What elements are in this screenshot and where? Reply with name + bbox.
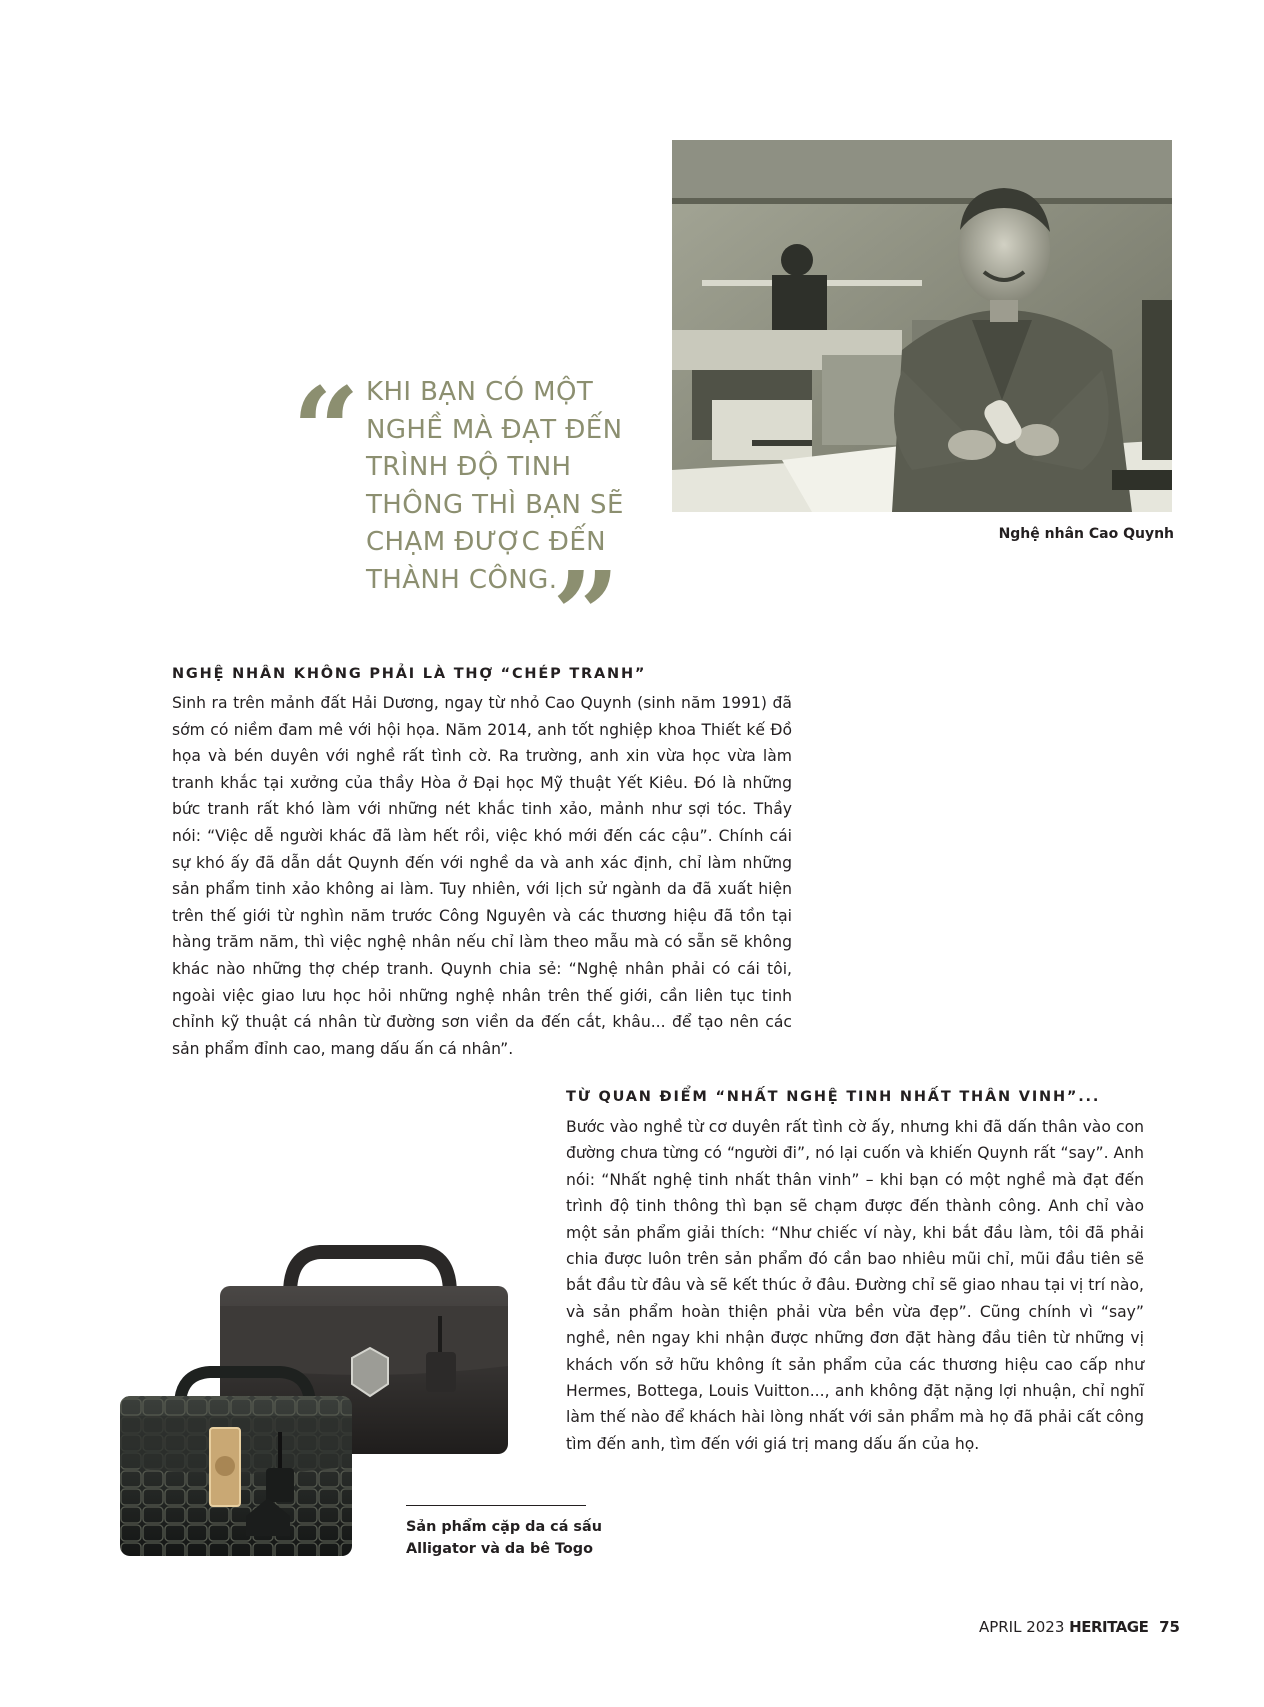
- bags-caption-rule: [406, 1505, 586, 1506]
- bags-caption-line1: Sản phẩm cặp da cá sấu: [406, 1519, 602, 1535]
- close-quote-mark: ”: [552, 545, 610, 684]
- section1-body: Sinh ra trên mảnh đất Hải Dương, ngay từ nhỏ Cao Quynh (sinh năm 1991) đã sớm có niềm đam mê với hội họa. Năm 2014, anh tốt nghiệp khoa Thiết kế Đồ họa và bén duyên với nghề rất tình cờ. Ra trường, anh xin vừa học vừa làm tranh khắc tại xưởng của thầy Hòa ở Đại học Mỹ thuật Yết Kiêu. Đó là những bức tranh rất khó làm với những nét khắc tinh xảo, mảnh như sợi tóc. Thầy nói: “Việc dễ người khác đã làm hết rồi, việc khó mới đến các cậu”. Chính cái sự khó ấy đã dẫn dắt Quynh đến với nghề da và anh xác định, chỉ làm những sản phẩm tinh xảo không ai làm. Tuy nhiên, với lịch sử ngành da đã xuất hiện trên thế giới từ nghìn năm trước Công Nguyên và các thương hiệu đã tồn tại hàng trăm năm, thì việc nghệ nhân nếu chỉ làm theo mẫu mà có sẵn sẽ không khác nào những thợ chép tranh. Quynh chia sẻ: “Nghệ nhân phải có cái tôi, ngoài việc giao lưu học hỏi những nghệ nhân trên thế giới, cần liên tục tinh chỉnh kỹ thuật cá nhân từ đường sơn viền da đến cắt, khâu... để tạo nên các sản phẩm đỉnh cao, mang dấu ấn cá nhân”.: [172, 694, 792, 1058]
- leather-bags-photo: [120, 1236, 520, 1556]
- artisan-portrait-photo: [672, 140, 1172, 512]
- folio-date: APRIL 2023: [978, 1618, 1065, 1636]
- page-folio: [979, 1618, 1180, 1636]
- folio-page-number: 75: [1159, 1618, 1180, 1636]
- folio-magazine-name: HERITAGE: [1069, 1618, 1149, 1636]
- section2-body: Bước vào nghề từ cơ duyên rất tình cờ ấy, nhưng khi đã dấn thân vào con đường chưa từng có “người đi”, nó lại cuốn và khiến Quynh rất “say”. Anh nói: “Nhất nghệ tinh nhất thân vinh” – khi bạn có một nghề mà đạt đến trình độ tinh thông thì bạn sẽ chạm được đến thành công. Anh chỉ vào một sản phẩm giải thích: “Như chiếc ví này, khi bắt đầu làm, tôi đã phải chia được luôn trên sản phẩm đó cần bao nhiêu mũi chỉ, mũi đầu tiên sẽ bắt đầu từ đâu và sẽ kết thúc ở đâu. Đường chỉ sẽ giao nhau tại vị trí nào, và sản phẩm hoàn thiện phải vừa bền vừa đẹp”. Cũng chính vì “say” nghề, nên ngay khi nhận được những đơn đặt hàng đầu tiên từ những vị khách vốn sở hữu không ít sản phẩm của các thương hiệu cao cấp như Hermes, Bottega, Louis Vuitton..., anh không đặt nặng lợi nhuận, chỉ nghĩ làm thế nào để khách hài lòng nhất với sản phẩm mà họ đã phải cất công tìm đến anh, tìm đến với giá trị mang dấu ấn của họ.: [566, 1118, 1144, 1453]
- section1-heading: NGHỆ NHÂN KHÔNG PHẢI LÀ THỢ “CHÉP TRANH”: [172, 666, 647, 682]
- portrait-caption: Nghệ nhân Cao Quynh: [998, 526, 1174, 542]
- section2-heading: TỪ QUAN ĐIỂM “NHẤT NGHỆ TINH NHẤT THÂN VINH”...: [566, 1089, 1101, 1105]
- bags-caption-line2: Alligator và da bê Togo: [406, 1541, 593, 1557]
- pull-quote-text: KHI BẠN CÓ MỘT NGHỀ MÀ ĐẠT ĐẾN TRÌNH ĐỘ TINH THÔNG THÌ BẠN SẼ CHẠM ĐƯỢC ĐẾN THÀNH CÔNG.: [366, 377, 624, 595]
- open-quote-mark: “: [292, 361, 350, 500]
- bags-caption: [406, 1516, 606, 1560]
